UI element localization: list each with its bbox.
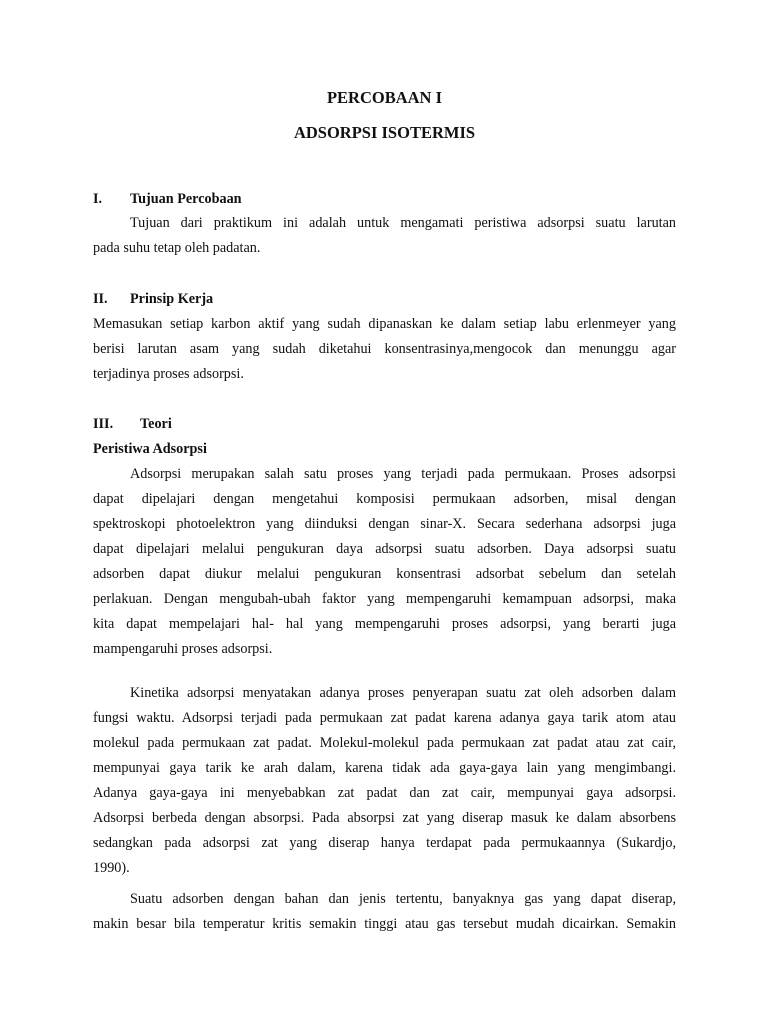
text-line: Adsorpsi merupakan salah satu proses yang terjadi pada permukaan. Proses adsorpsi: [130, 466, 676, 482]
text-line: berisi larutan asam yang sudah diketahui konsentrasinya,mengocok dan menunggu agar: [93, 341, 676, 357]
text-line: Adsorpsi berbeda dengan absorpsi. Pada absorpsi zat yang diserap masuk ke dalam absorbens: [93, 810, 676, 826]
text-line: makin besar bila temperatur kritis semakin tinggi atau gas tersebut mudah dicairkan. Semakin: [93, 916, 676, 932]
document-page: [93, 0, 676, 1024]
section-number: III.: [93, 416, 114, 432]
section-title: Teori: [140, 416, 172, 432]
section-number: II.: [93, 291, 108, 307]
section-title: Tujuan Percobaan: [130, 191, 242, 207]
document-subtitle: ADSORPSI ISOTERMIS: [293, 123, 476, 142]
section-heading-prinsip: [93, 289, 213, 309]
text-line: Suatu adsorben dengan bahan dan jenis tertentu, banyaknya gas yang dapat diserap,: [130, 891, 676, 907]
text-line: adsorben dapat diukur melalui pengukuran konsentrasi adsorbat sebelum dan setelah: [93, 566, 676, 582]
text-line: spektroskopi photoelektron yang diinduksi dengan sinar-X. Secara sederhana adsorpsi juga: [93, 516, 676, 532]
section-number: I.: [93, 191, 103, 207]
section-heading-tujuan: [93, 189, 242, 209]
text-line: Kinetika adsorpsi menyatakan adanya proses penyerapan suatu zat oleh adsorben dalam: [130, 685, 676, 701]
text-line: molekul pada permukaan zat padat. Molekul-molekul pada permukaan zat padat atau zat cair,: [93, 735, 676, 751]
text-line: fungsi waktu. Adsorpsi terjadi pada permukaan zat padat karena adanya gaya tarik atom atau: [93, 710, 676, 726]
text-line: Tujuan dari praktikum ini adalah untuk mengamati peristiwa adsorpsi suatu larutan: [130, 215, 676, 231]
text-line: kita dapat mempelajari hal- hal yang mempengaruhi proses adsorpsi, yang berarti juga: [93, 616, 676, 632]
text-line: pada suhu tetap oleh padatan.: [93, 240, 261, 256]
section-title: Prinsip Kerja: [130, 291, 214, 307]
text-line: dapat dipelajari dengan mengetahui komposisi permukaan adsorben, misal dengan: [93, 491, 676, 507]
text-line: dapat dipelajari melalui pengukuran daya adsorpsi suatu adsorben. Daya adsorpsi suatu: [93, 541, 676, 557]
document-title: PERCOBAAN I: [326, 88, 443, 107]
text-line: Adanya gaya-gaya ini menyebabkan zat padat dan zat cair, mempunyai gaya adsorpsi.: [93, 785, 676, 801]
text-line: terjadinya proses adsorpsi.: [93, 366, 244, 382]
text-line: 1990).: [93, 860, 130, 876]
subsection-heading: Peristiwa Adsorpsi: [93, 441, 207, 457]
text-line: mempunyai gaya tarik ke arah dalam, karena tidak ada gaya-gaya lain yang mengimbangi.: [93, 760, 676, 776]
text-line: perlakuan. Dengan mengubah-ubah faktor yang mempengaruhi kemampuan adsorpsi, maka: [93, 591, 676, 607]
text-line: sedangkan pada adsorpsi zat yang diserap hanya terdapat pada permukaannya (Sukardjo,: [93, 835, 676, 851]
text-line: Memasukan setiap karbon aktif yang sudah dipanaskan ke dalam setiap labu erlenmeyer yang: [93, 316, 676, 332]
section-heading-teori: [93, 414, 172, 434]
text-line: mampengaruhi proses adsorpsi.: [93, 641, 273, 657]
